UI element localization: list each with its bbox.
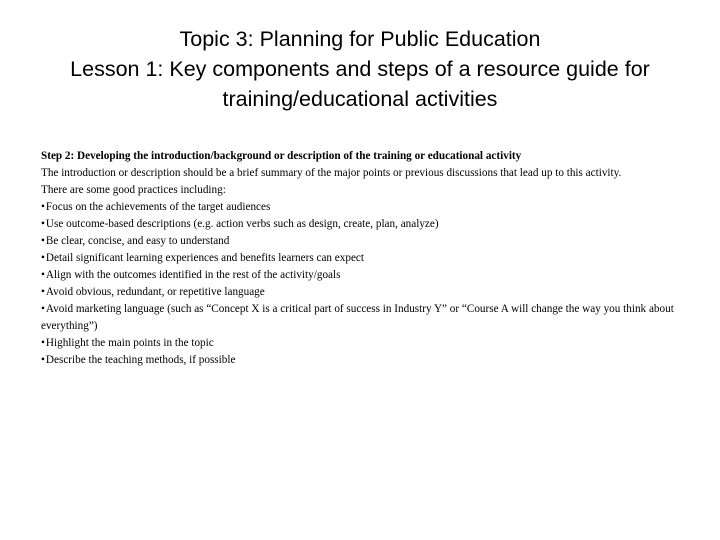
list-item [41,250,681,267]
title-line-subject: training/educational activities [222,87,498,111]
bullet-icon: • [41,218,45,230]
list-item [41,284,681,301]
list-item-text: Align with the outcomes identified in the rest of the activity/goals [45,269,341,281]
list-item [41,335,681,352]
list-item-text: Describe the teaching methods, if possible [45,354,236,366]
list-item [41,352,681,369]
list-item-text: Avoid obvious, redundant, or repetitive language [45,286,265,298]
slide-body [41,148,681,369]
slide-title [40,24,680,114]
practices-lead: There are some good practices including: [41,184,226,196]
list-item [41,301,681,335]
list-item-text: Highlight the main points in the topic [45,337,214,349]
list-item [41,233,681,250]
list-item [41,267,681,284]
title-line-topic: Topic 3: Planning for Public Education [179,27,541,51]
list-item-text: Focus on the achievements of the target audiences [45,201,271,213]
intro-paragraph: The introduction or description should be a brief summary of the major points or previous discussions that lead up to this activity. [41,167,622,179]
step-heading: Step 2: Developing the introduction/background or description of the training or educational activity [41,150,522,162]
practices-list [41,199,681,369]
bullet-icon: • [41,337,45,349]
title-line-lesson: Lesson 1: Key components and steps of a resource guide for [70,57,650,81]
list-item-text: Use outcome-based descriptions (e.g. action verbs such as design, create, plan, analyze) [45,218,439,230]
bullet-icon: • [41,235,45,247]
bullet-icon: • [41,303,45,315]
bullet-icon: • [41,286,45,298]
bullet-icon: • [41,201,45,213]
list-item [41,199,681,216]
bullet-icon: • [41,269,45,281]
list-item-text: Be clear, concise, and easy to understand [45,235,230,247]
list-item [41,216,681,233]
bullet-icon: • [41,252,45,264]
list-item-text: Avoid marketing language (such as “Concept X is a critical part of success in Industry Y” or “Course A will change the way you think about everything”) [41,303,674,332]
bullet-icon: • [41,354,45,366]
list-item-text: Detail significant learning experiences and benefits learners can expect [45,252,364,264]
